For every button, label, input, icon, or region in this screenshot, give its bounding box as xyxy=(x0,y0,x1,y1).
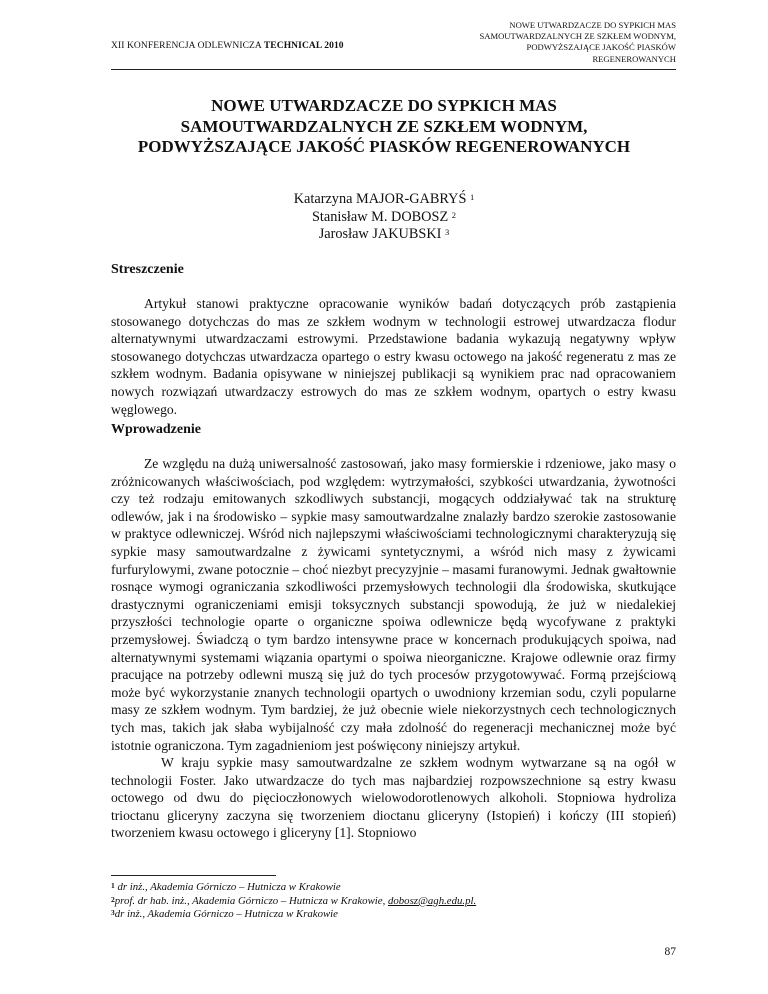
footnote-mark: 1 xyxy=(111,881,115,890)
author xyxy=(90,226,678,244)
running-title-line: REGENEROWANYCH xyxy=(592,53,676,64)
conference-name: XII KONFERENCJA ODLEWNICZA xyxy=(111,41,262,51)
introduction-body xyxy=(111,455,676,842)
running-title-line: SAMOUTWARDZALNYCH ZE SZKŁEM WODNYM, xyxy=(479,31,676,42)
running-title-line: PODWYŻSZAJĄCE JAKOŚĆ PIASKÓW xyxy=(526,42,676,53)
header-divider xyxy=(111,69,676,70)
abstract-body xyxy=(111,295,676,418)
author-name: Katarzyna MAJOR-GABRYŚ xyxy=(293,191,467,207)
introduction-heading: Wprowadzenie xyxy=(111,422,201,437)
footnotes xyxy=(111,881,476,922)
running-title-line: NOWE UTWARDZACZE DO SYPKICH MAS xyxy=(509,20,676,30)
author-affiliation-mark: 2 xyxy=(451,209,457,220)
introduction-paragraph: W kraju sypkie masy samoutwardzalne ze szkłem wodnym wytwarzane są na ogół w technologii Foster. Jako utwardzacze do tych mas najbardziej rozpowszechnione są estry kwasu octowego od dwu do pięcioczłonowych wielowodorotlenowych alkoholi. Stopniowa hydroliza trioctanu gliceryny zaczyna się tworzeniem dioctanu gliceryny (Istopień) i kończy (III stopień) tworzeniem kwasu octowego i gliceryny [1]. Stopniowo xyxy=(111,755,676,841)
footnote-text: prof. dr hab. inż., Akademia Górniczo – Hutnicza w Krakowie, xyxy=(114,894,388,907)
title-line: SAMOUTWARDZALNYCH ZE SZKŁEM WODNYM, xyxy=(180,116,588,136)
footnote xyxy=(111,881,476,895)
author-list xyxy=(90,191,678,244)
author-email-link[interactable]: dobosz@agh.edu.pl. xyxy=(387,894,477,907)
author xyxy=(90,209,678,227)
page-number: 87 xyxy=(664,946,676,958)
author xyxy=(90,191,678,209)
footnote-mark: 2 xyxy=(111,894,115,904)
footnote-text: dr inż., Akademia Górniczo – Hutnicza w Krakowie xyxy=(117,881,341,893)
conference-header xyxy=(111,41,344,51)
author-affiliation-mark: 1 xyxy=(470,192,475,202)
footnote xyxy=(111,908,476,922)
title-line: NOWE UTWARDZACZE DO SYPKICH MAS xyxy=(211,96,557,115)
running-title xyxy=(416,20,676,65)
author-name: Stanisław M. DOBOSZ xyxy=(311,208,449,225)
author-affiliation-mark: 3 xyxy=(445,227,450,237)
conference-edition: TECHNICAL 2010 xyxy=(263,41,344,51)
paper-title xyxy=(90,96,678,158)
abstract-heading: Streszczenie xyxy=(111,262,184,277)
footnote-mark: 3 xyxy=(111,908,115,918)
footnote-divider xyxy=(111,875,276,876)
abstract-paragraph: Artykuł stanowi praktyczne opracowanie wyników badań dotyczących prób zastąpienia stosowanego dotychczas do mas ze szkłem wodnym w technologii estrowej utwardzacza flodur alternatywnymi utwardzaczami estrowymi. Przedstawione badania wykazują negatywny wpływ stosowanego dotychczas utwardzacza opartego o estry kwasu octowego na jakość regeneratu z mas ze szkłem wodnym. Badania opisywane w niniejszej publikacji są wynikiem prac nad opracowaniem nowych rozwiązań utwardzaczy estrowych do mas ze szkłem wodnym, opartych o estry kwasu węglowego. xyxy=(111,296,676,417)
introduction-paragraph: Ze względu na dużą uniwersalność zastosowań, jako masy formierskie i rdzeniowe, jako masy o zróżnicowanych właściwościach, pod względem: wytrzymałości, szybkości utwardzania, żywotności czy też rodzaju emitowanych szkodliwych substancji, mogących oddziaływać tak na strukturę odlewów, jak i na środowisko – sypkie masy samoutwardzalne znalazły bardzo szerokie zastosowanie w praktyce odlewniczej. Wśród nich najlepszymi właściwościami technologicznymi charakteryzują się sypkie masy samoutwardzalne z żywicami syntetycznymi, a wśród nich masy z żywicami furfurylowymi, zwane potocznie – choć niezbyt precyzyjnie – masami furanowymi. Jednak gwałtownie rosnące wymogi ograniczania szkodliwości przemysłowych technologii dla środowiska, skutkujące drastycznymi ograniczeniami emisji toksycznych substancji spowodują, że już w niedalekiej przyszłości technologie oparte o organiczne spoiwa odlewnicze będą wycofywane z praktyki przemysłowej. Świadczą o tym bardzo intensywne prace w koncernach produkujących spoiwa, nad alternatywnymi systemami wiązania opartymi o spoiwa nieorganiczne. Krajowe odlewnie oraz firmy pracujące na potrzeby odlewni muszą się już do tych procesów przygotowywać. Formą przejściową może być wykorzystanie znanych technologii opartych o uwodniony krzemian sodu, czyli popularne masy ze szkłem wodnym. Tym bardziej, że już obecnie wiele niekorzystnych cech technologicznych tych mas, takich jak słaba wybijalność czy mała zdolność do regeneracji mechanicznej może być istotnie ograniczona. Tym zagadnieniom jest poświęcony niniejszy artykuł. xyxy=(111,456,676,753)
title-line: PODWYŻSZAJĄCE JAKOŚĆ PIASKÓW REGENEROWANYCH xyxy=(137,137,631,156)
footnote-text: dr inż., Akademia Górniczo – Hutnicza w Krakowie xyxy=(114,908,338,921)
footnote xyxy=(111,895,476,909)
author-name: Jarosław JAKUBSKI xyxy=(318,226,442,242)
